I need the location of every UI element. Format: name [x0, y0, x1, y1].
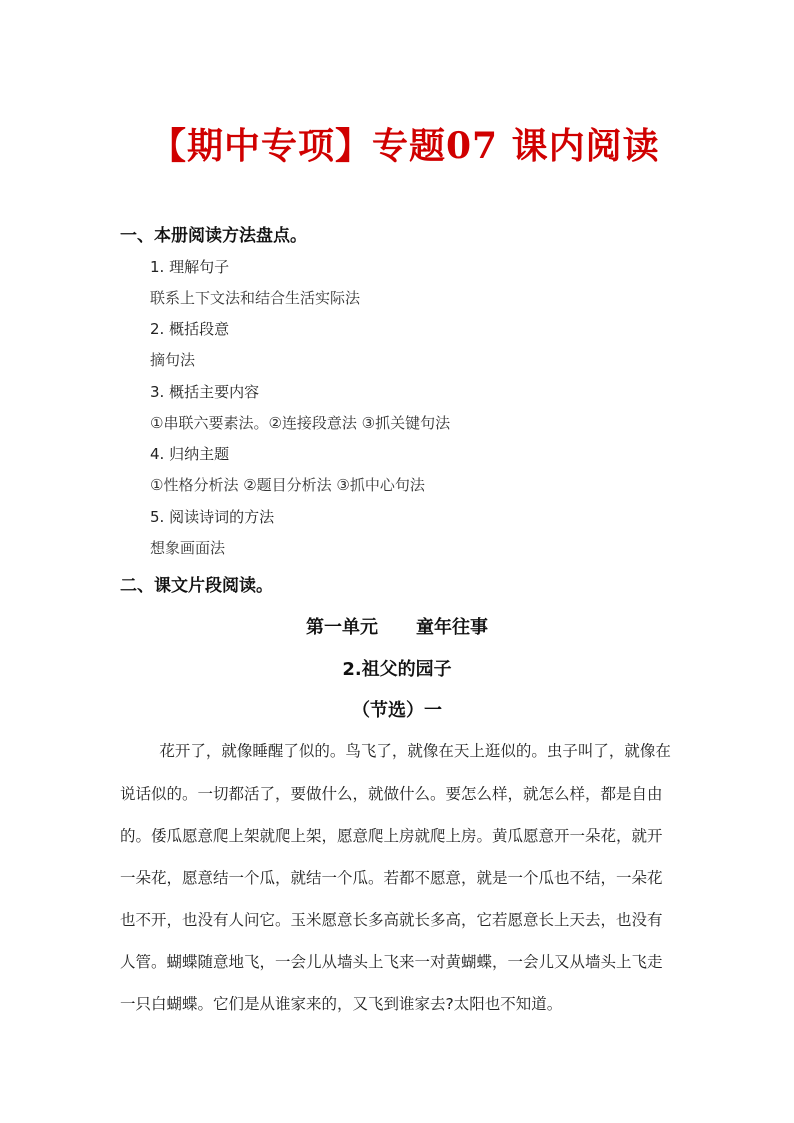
passage-line: 人管。蝴蝶随意地飞，一会儿从墙头上飞来一对黄蝴蝶，一会儿又从墙头上飞走: [120, 953, 663, 971]
lesson-title: 2.祖父的园子: [342, 659, 452, 680]
method-item-body: 摘句法: [150, 351, 196, 369]
unit-theme: 童年往事: [416, 617, 488, 638]
unit-name: 第一单元: [306, 617, 378, 638]
passage-line: 花开了，就像睡醒了似的。鸟飞了，就像在天上逛似的。虫子叫了，就像在: [120, 742, 671, 760]
unit-heading: [0, 613, 794, 639]
passage-line: 也不开，也没有人问它。玉米愿意长多高就长多高，它若愿意长上天去，也没有: [120, 911, 663, 929]
method-item-body: 想象画面法: [150, 539, 226, 557]
excerpt-label: （节选）一: [352, 700, 442, 721]
method-item-body: ①性格分析法 ②题目分析法 ③抓中心句法: [150, 476, 425, 494]
method-item-body: ①串联六要素法。②连接段意法 ③抓关键句法: [150, 414, 451, 432]
passage-line: 一朵花，愿意结一个瓜，就结一个瓜。若都不愿意，就是一个瓜也不结，一朵花: [120, 869, 663, 887]
section-heading-passages: 二、课文片段阅读。: [120, 576, 273, 596]
method-item-title: 3. 概括主要内容: [150, 383, 260, 401]
passage-line: 一只白蝴蝶。它们是从谁家来的，又飞到谁家去?太阳也不知道。: [120, 995, 563, 1013]
method-item-title: 2. 概括段意: [150, 320, 230, 338]
passage-line: 的。倭瓜愿意爬上架就爬上架，愿意爬上房就爬上房。黄瓜愿意开一朵花，就开: [120, 827, 663, 845]
method-item-title: 5. 阅读诗词的方法: [150, 508, 275, 526]
page-title: 【期中专项】专题07 课内阅读: [150, 125, 660, 167]
method-item-title: 1. 理解句子: [150, 258, 230, 276]
passage-line: 说话似的。一切都活了，要做什么，就做什么。要怎么样，就怎么样，都是自由: [120, 785, 663, 803]
method-item-title: 4. 归纳主题: [150, 445, 230, 463]
section-heading-methods: 一、本册阅读方法盘点。: [120, 226, 307, 246]
method-item-body: 联系上下文法和结合生活实际法: [150, 289, 361, 307]
